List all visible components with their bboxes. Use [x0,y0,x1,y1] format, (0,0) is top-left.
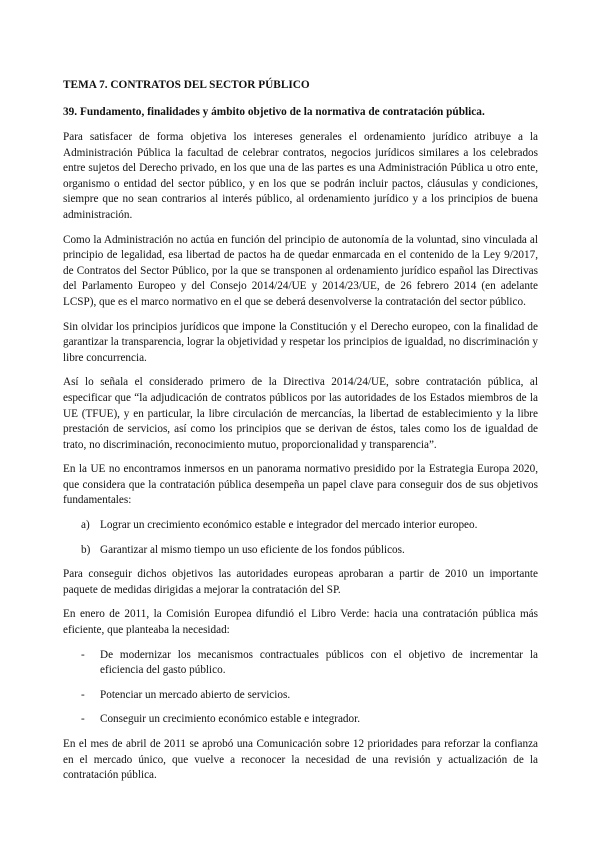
paragraph: Así lo señala el considerado primero de la Directiva 2014/24/UE, sobre contratación pública, al especificar que “la adjudicación de contratos públicos por las autoridades de los Estados miembros de la UE (TFUE), y en particular, la libre circulación de mercancías, la libertad de establecimiento y la libre prestación de servicios, así como los principios que se derivan de éstos, tales como los de igualdad de trato, no discriminación, reconocimiento mutuo, proporcionalidad y transparencia”. [63,376,538,451]
paragraph: En enero de 2011, la Comisión Europea difundió el Libro Verde: hacia una contratación pública más eficiente, que planteaba la necesidad: [63,608,538,637]
list-item [63,648,538,679]
list-item [63,712,538,728]
paragraph: En el mes de abril de 2011 se aprobó una Comunicación sobre 12 prioridades para reforzar la confianza en el mercado único, que vuelve a reconocer la necesidad de una revisión y actualización de la contratación pública. [63,738,538,782]
document-page [63,78,538,793]
paragraph: Para satisfacer de forma objetiva los intereses generales el ordenamiento jurídico atribuye a la Administración Pública la facultad de celebrar contratos, negocios jurídicos similares a los celebrados entre sujetos del Derecho privado, en los que una de las partes es una Administración Pública u otro ente, organismo o entidad del sector público, y en los que se podrán incluir pactos, cláusulas y condiciones, siempre que no sean contrarios al interés público, al ordenamiento jurídico y a los principios de buena administración. [63,131,538,221]
list-marker: - [81,648,85,661]
section-heading: 39. Fundamento, finalidades y ámbito objetivo de la normativa de contratación pública. [63,106,485,118]
list-item-text: Potenciar un mercado abierto de servicios. [100,688,291,701]
document-title: TEMA 7. CONTRATOS DEL SECTOR PÚBLICO [63,79,310,91]
list-marker: - [81,688,85,701]
list-item [63,518,538,534]
list-marker: a) [81,519,90,532]
list-marker: - [81,713,85,726]
paragraph: Sin olvidar los principios jurídicos que impone la Constitución y el Derecho europeo, con la finalidad de garantizar la transparencia, lograr la objetividad y respetar los principios de igualdad, no discriminación y libre concurrencia. [63,320,538,364]
list-marker: b) [81,543,91,556]
list-item-text: De modernizar los mecanismos contractuales públicos con el objetivo de incrementar la eficiencia del gasto público. [100,648,538,677]
paragraph: Como la Administración no actúa en función del principio de autonomía de la voluntad, sino vinculada al principio de legalidad, esa libertad de pactos ha de quedar enmarcada en el contenido de la Ley 9/2017, de Contratos del Sector Público, por la que se transponen al ordenamiento jurídico español las Directivas del Parlamento Europeo y del Consejo 2014/24/UE y 2014/23/UE, de 26 febrero 2014 (en adelante LCSP), que es el marco normativo en el que se deberá desenvolverse la contratación del sector público. [63,233,538,308]
list-item [63,543,538,559]
paragraph: Para conseguir dichos objetivos las autoridades europeas aprobaran a partir de 2010 un importante paquete de medidas dirigidas a mejorar la contratación del SP. [63,568,538,596]
list-item-text: Lograr un crecimiento económico estable e integrador del mercado interior europeo. [100,519,478,532]
needs-list [63,648,538,728]
list-item-text: Garantizar al mismo tiempo un uso eficiente de los fondos públicos. [100,543,405,556]
paragraph: En la UE no encontramos inmersos en un panorama normativo presidido por la Estrategia Europa 2020, que considera que la contratación pública desempeña un papel clave para conseguir dos de sus objetivos fundamentales: [63,463,538,507]
list-item [63,688,538,704]
list-item-text: Conseguir un crecimiento económico estable e integrador. [100,713,361,726]
objectives-list [63,518,538,558]
